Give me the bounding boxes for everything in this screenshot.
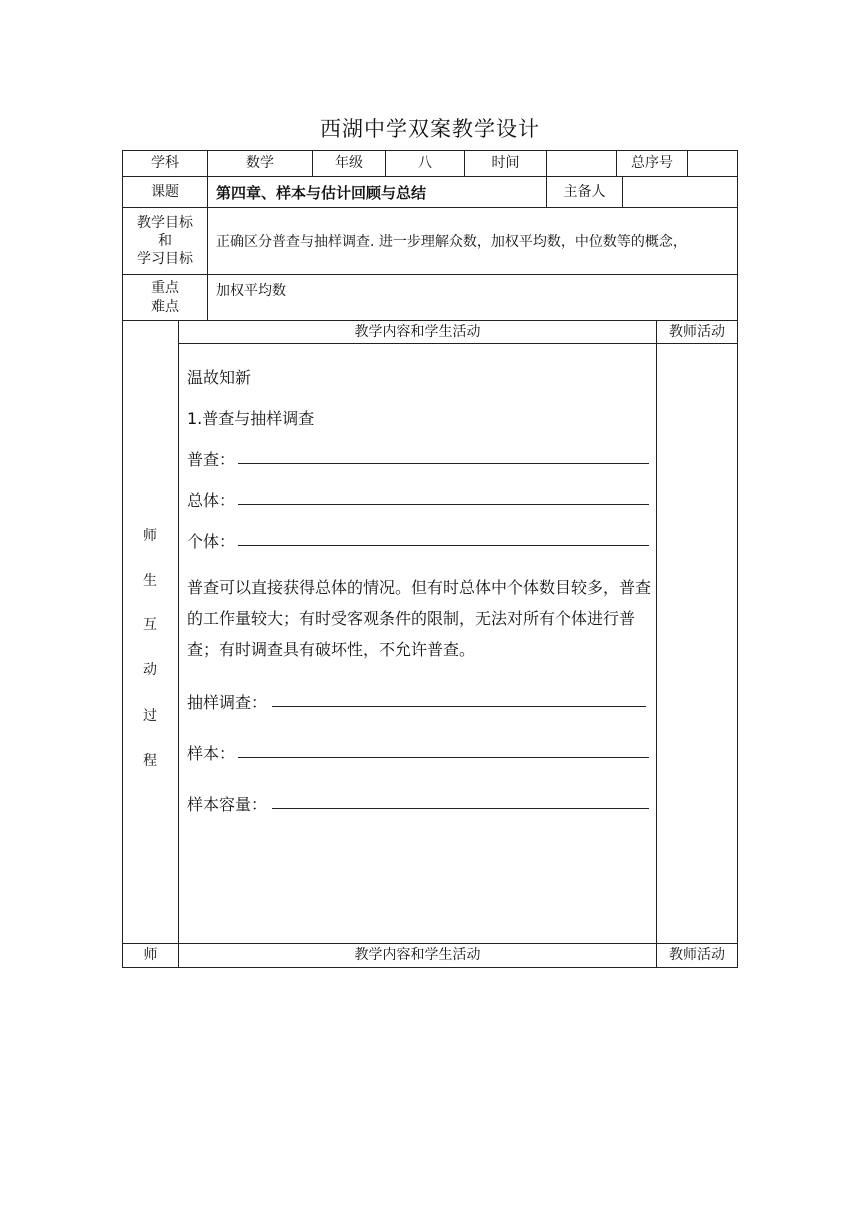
side-char: 程 <box>143 753 157 769</box>
footer-teacher-header-cell <box>656 943 738 968</box>
grade-label: 年级 <box>335 155 363 172</box>
serial-label-cell <box>616 150 688 177</box>
preparer-value-cell <box>622 176 738 208</box>
topic-label-cell <box>122 176 208 208</box>
goals-label-line: 和 <box>158 232 172 249</box>
sampling-blank <box>272 706 646 707</box>
teacher-header-cell <box>656 320 738 344</box>
teacher-body-cell <box>656 343 738 944</box>
time-label-cell <box>464 150 547 177</box>
footer-content-header: 教学内容和学生活动 <box>354 947 481 964</box>
topic-label: 课题 <box>151 183 179 200</box>
goals-value: 正确区分普查与抽样调查. 进一步理解众数，加权平均数，中位数等的概念， <box>216 234 687 250</box>
keypoints-value-cell <box>207 274 738 321</box>
side-char: 过 <box>143 708 157 724</box>
side-char: 动 <box>143 662 157 678</box>
sampling-label: 抽样调查： <box>187 693 268 712</box>
preparer-label-cell <box>546 176 623 208</box>
page-title: 西湖中学双案教学设计 <box>320 117 540 141</box>
footer-content-header-cell <box>178 943 657 968</box>
side-char: 生 <box>143 573 157 589</box>
subject-value: 数学 <box>246 155 274 172</box>
subject-label-cell <box>122 150 208 177</box>
footer-side-cell <box>122 943 179 968</box>
goals-label-line: 教学目标 <box>137 214 193 231</box>
grade-label-cell <box>312 150 386 177</box>
side-char: 互 <box>143 617 157 633</box>
content-header: 教学内容和学生活动 <box>354 323 481 340</box>
time-value-cell <box>546 150 617 177</box>
serial-value-cell <box>687 150 738 177</box>
content-header-cell <box>178 320 657 344</box>
section-title: 1.普查与抽样调查 <box>187 409 315 428</box>
population-label: 总体： <box>187 491 236 510</box>
keypoints-label-line: 重点 <box>151 280 179 297</box>
goals-value-cell <box>207 207 738 275</box>
population-blank <box>238 504 649 505</box>
subject-value-cell <box>207 150 313 177</box>
topic-value: 第四章、样本与估计回顾与总结 <box>216 183 427 202</box>
serial-label: 总序号 <box>631 155 673 172</box>
sample-size-label: 样本容量： <box>187 795 268 814</box>
individual-blank <box>238 545 649 546</box>
keypoints-label-line: 难点 <box>151 298 179 315</box>
time-label: 时间 <box>491 155 520 172</box>
subject-label: 学科 <box>151 155 179 172</box>
review-title: 温故知新 <box>187 368 252 387</box>
preparer-label: 主备人 <box>563 183 606 200</box>
grade-value-cell <box>385 150 465 177</box>
goals-label-line: 学习目标 <box>137 251 193 268</box>
census-paragraph: 普查可以直接获得总体的情况。但有时总体中个体数目较多，普查的工作量较大；有时受客观条件的限制，无法对所有个体进行普查；有时调查具有破坏性，不允许普查。 <box>187 578 652 659</box>
sample-size-blank <box>272 808 649 809</box>
sample-label: 样本： <box>187 744 236 763</box>
goals-label-cell <box>122 207 208 275</box>
census-label: 普查： <box>187 450 236 469</box>
keypoints-value: 加权平均数 <box>216 283 286 299</box>
individual-label: 个体： <box>187 532 236 551</box>
sample-blank <box>238 757 649 758</box>
topic-value-cell <box>207 176 547 208</box>
footer-side-char: 师 <box>143 947 158 964</box>
grade-value: 八 <box>418 155 432 172</box>
side-char: 师 <box>143 528 157 544</box>
keypoints-label-cell <box>122 274 208 321</box>
footer-teacher-header: 教师活动 <box>669 947 725 964</box>
teacher-header: 教师活动 <box>669 323 725 340</box>
census-blank <box>238 463 649 464</box>
